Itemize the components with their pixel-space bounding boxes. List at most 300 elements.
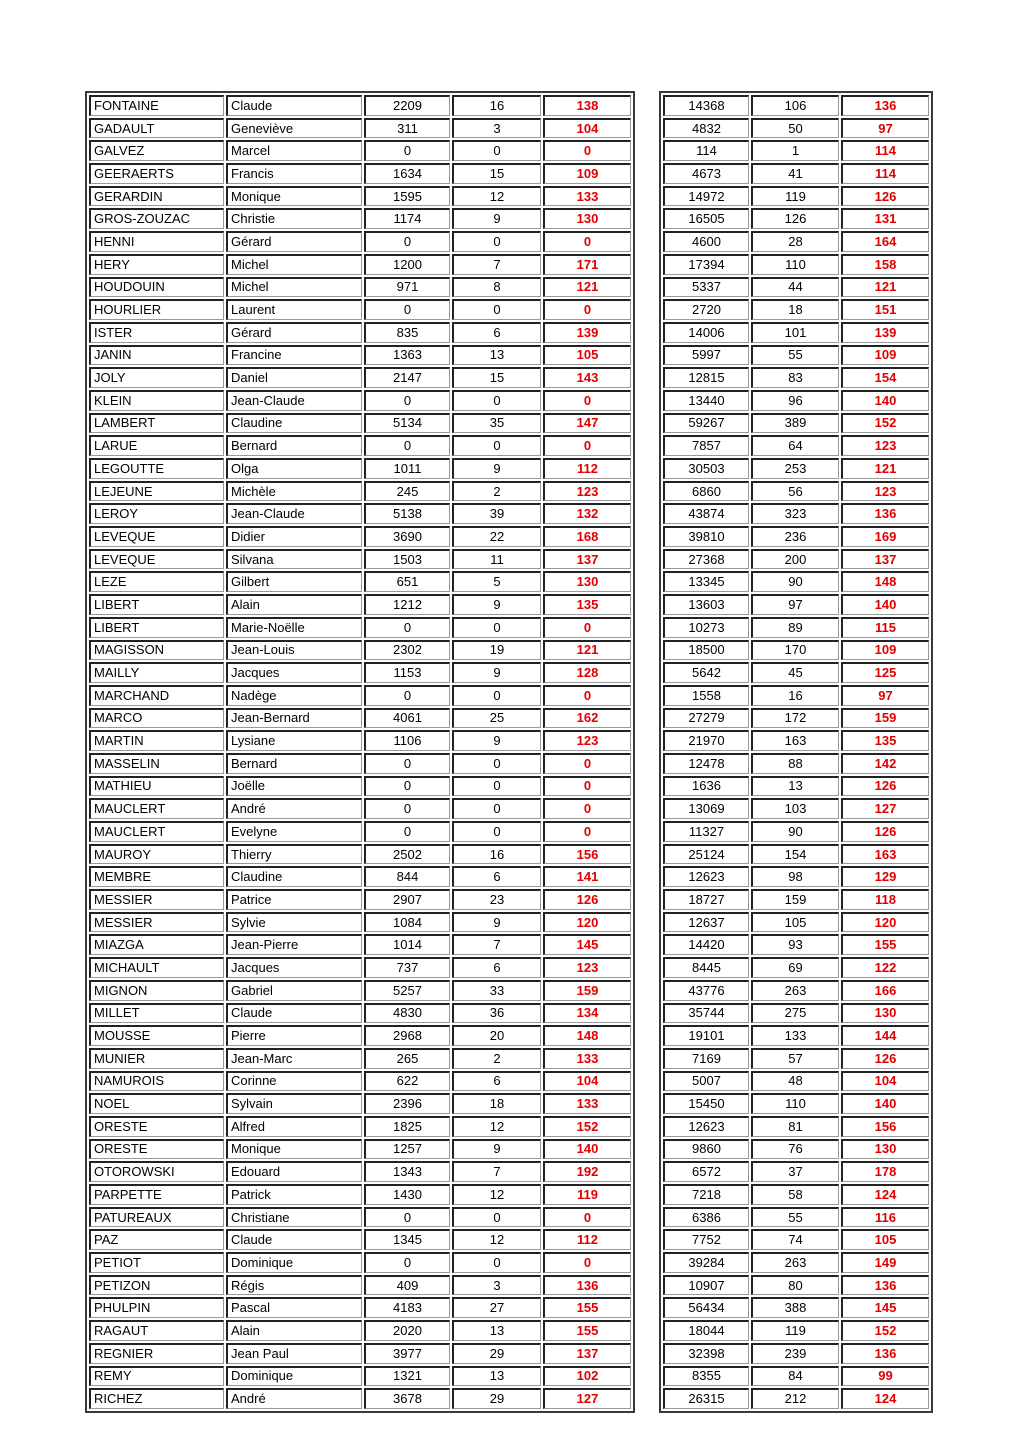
table-row: [663, 957, 929, 978]
table-row: [663, 1320, 929, 1341]
season-points: 1106: [364, 730, 450, 751]
season-average: 152: [543, 1116, 631, 1137]
player-first-name: Claude: [226, 95, 362, 116]
total-games: 41: [751, 163, 839, 184]
season-games: 16: [452, 844, 541, 865]
player-last-name: LEVEQUE: [89, 549, 224, 570]
player-last-name: JANIN: [89, 345, 224, 366]
total-games: 103: [751, 798, 839, 819]
table-row: [89, 1003, 631, 1024]
season-points: 1084: [364, 912, 450, 933]
player-last-name: MAUCLERT: [89, 821, 224, 842]
total-points: 19101: [663, 1025, 749, 1046]
season-games: 0: [452, 1207, 541, 1228]
player-last-name: GERARDIN: [89, 186, 224, 207]
player-last-name: REGNIER: [89, 1343, 224, 1364]
total-games: 119: [751, 1320, 839, 1341]
total-games: 275: [751, 1003, 839, 1024]
table-row: [89, 231, 631, 252]
total-games: 389: [751, 413, 839, 434]
total-average: 163: [841, 844, 929, 865]
table-row: [663, 186, 929, 207]
player-first-name: Dominique: [226, 1252, 362, 1273]
total-average: 140: [841, 390, 929, 411]
total-points: 6860: [663, 481, 749, 502]
player-last-name: NOEL: [89, 1093, 224, 1114]
season-average: 126: [543, 889, 631, 910]
total-average: 136: [841, 95, 929, 116]
table-row: [89, 254, 631, 275]
player-first-name: Patrice: [226, 889, 362, 910]
player-first-name: Bernard: [226, 435, 362, 456]
total-games: 1: [751, 140, 839, 161]
total-games: 172: [751, 708, 839, 729]
season-games: 11: [452, 549, 541, 570]
total-average: 159: [841, 708, 929, 729]
player-first-name: Marcel: [226, 140, 362, 161]
player-last-name: JOLY: [89, 367, 224, 388]
season-games: 0: [452, 1252, 541, 1273]
season-points: 1825: [364, 1116, 450, 1137]
player-first-name: Jacques: [226, 662, 362, 683]
total-points: 43776: [663, 980, 749, 1001]
player-last-name: ORESTE: [89, 1116, 224, 1137]
table-row: [89, 1252, 631, 1273]
season-average: 119: [543, 1184, 631, 1205]
total-games: 101: [751, 322, 839, 343]
season-games: 12: [452, 186, 541, 207]
season-games: 2: [452, 1048, 541, 1069]
total-games: 69: [751, 957, 839, 978]
season-average: 133: [543, 1093, 631, 1114]
season-points: 1321: [364, 1366, 450, 1387]
season-games: 7: [452, 254, 541, 275]
total-games: 93: [751, 934, 839, 955]
player-last-name: PHULPIN: [89, 1297, 224, 1318]
table-row: [663, 1275, 929, 1296]
season-points: 1174: [364, 208, 450, 229]
table-row: [663, 821, 929, 842]
table-row: [663, 753, 929, 774]
table-row: [663, 458, 929, 479]
player-first-name: Michèle: [226, 481, 362, 502]
season-points: 1363: [364, 345, 450, 366]
season-games: 29: [452, 1388, 541, 1409]
total-games: 106: [751, 95, 839, 116]
player-last-name: KLEIN: [89, 390, 224, 411]
season-points: 971: [364, 277, 450, 298]
table-row: [663, 503, 929, 524]
season-games: 39: [452, 503, 541, 524]
table-row: [663, 934, 929, 955]
table-row: [89, 889, 631, 910]
season-average: 155: [543, 1320, 631, 1341]
total-points: 7218: [663, 1184, 749, 1205]
season-games: 0: [452, 821, 541, 842]
total-points: 12478: [663, 753, 749, 774]
total-games: 159: [751, 889, 839, 910]
total-games: 64: [751, 435, 839, 456]
season-points: 0: [364, 231, 450, 252]
season-games: 9: [452, 458, 541, 479]
player-first-name: Jean-Pierre: [226, 934, 362, 955]
player-first-name: Christiane: [226, 1207, 362, 1228]
total-games: 89: [751, 617, 839, 638]
player-first-name: Jean-Marc: [226, 1048, 362, 1069]
total-games: 263: [751, 1252, 839, 1273]
total-games: 48: [751, 1071, 839, 1092]
season-games: 2: [452, 481, 541, 502]
season-average: 0: [543, 798, 631, 819]
total-games: 84: [751, 1366, 839, 1387]
table-row: [89, 458, 631, 479]
player-first-name: Claudine: [226, 866, 362, 887]
total-average: 124: [841, 1184, 929, 1205]
total-games: 323: [751, 503, 839, 524]
season-games: 0: [452, 231, 541, 252]
player-first-name: Dominique: [226, 1366, 362, 1387]
table-row: [89, 594, 631, 615]
season-points: 5138: [364, 503, 450, 524]
total-average: 142: [841, 753, 929, 774]
table-row: [89, 299, 631, 320]
total-average: 116: [841, 1207, 929, 1228]
player-last-name: HENNI: [89, 231, 224, 252]
total-average: 154: [841, 367, 929, 388]
table-row: [663, 1025, 929, 1046]
total-points: 18727: [663, 889, 749, 910]
table-row: [89, 277, 631, 298]
total-games: 80: [751, 1275, 839, 1296]
season-average: 0: [543, 390, 631, 411]
table-row: [89, 118, 631, 139]
total-games: 96: [751, 390, 839, 411]
season-games: 33: [452, 980, 541, 1001]
season-games: 15: [452, 367, 541, 388]
total-average: 152: [841, 1320, 929, 1341]
season-points: 0: [364, 776, 450, 797]
player-last-name: GALVEZ: [89, 140, 224, 161]
player-first-name: Jean-Claude: [226, 390, 362, 411]
total-points: 39810: [663, 526, 749, 547]
total-average: 129: [841, 866, 929, 887]
season-points: 245: [364, 481, 450, 502]
total-games: 88: [751, 753, 839, 774]
table-row: [663, 413, 929, 434]
table-row: [663, 866, 929, 887]
season-points: 0: [364, 821, 450, 842]
total-games: 81: [751, 1116, 839, 1137]
total-average: 178: [841, 1161, 929, 1182]
season-points: 2968: [364, 1025, 450, 1046]
total-games: 133: [751, 1025, 839, 1046]
player-first-name: Christie: [226, 208, 362, 229]
season-average: 143: [543, 367, 631, 388]
table-row: [663, 140, 929, 161]
total-average: 127: [841, 798, 929, 819]
season-games: 29: [452, 1343, 541, 1364]
player-last-name: MEMBRE: [89, 866, 224, 887]
total-games: 56: [751, 481, 839, 502]
total-games: 83: [751, 367, 839, 388]
total-games: 239: [751, 1343, 839, 1364]
table-row: [663, 594, 929, 615]
season-points: 0: [364, 1207, 450, 1228]
player-first-name: Gilbert: [226, 571, 362, 592]
total-points: 13345: [663, 571, 749, 592]
table-row: [89, 662, 631, 683]
player-first-name: Jean-Bernard: [226, 708, 362, 729]
season-games: 35: [452, 413, 541, 434]
table-row: [89, 753, 631, 774]
player-first-name: Alain: [226, 1320, 362, 1341]
player-first-name: Gabriel: [226, 980, 362, 1001]
total-points: 7169: [663, 1048, 749, 1069]
total-points: 7857: [663, 435, 749, 456]
table-row: [663, 367, 929, 388]
player-last-name: MAILLY: [89, 662, 224, 683]
season-average: 134: [543, 1003, 631, 1024]
total-average: 115: [841, 617, 929, 638]
total-points: 18500: [663, 640, 749, 661]
total-average: 144: [841, 1025, 929, 1046]
total-average: 126: [841, 776, 929, 797]
season-average: 130: [543, 208, 631, 229]
season-games: 0: [452, 776, 541, 797]
player-last-name: ISTER: [89, 322, 224, 343]
total-games: 45: [751, 662, 839, 683]
season-average: 121: [543, 640, 631, 661]
total-games: 58: [751, 1184, 839, 1205]
season-points: 1503: [364, 549, 450, 570]
total-average: 158: [841, 254, 929, 275]
total-average: 126: [841, 1048, 929, 1069]
season-games: 0: [452, 617, 541, 638]
table-row: [89, 435, 631, 456]
season-points: 0: [364, 435, 450, 456]
season-games: 9: [452, 912, 541, 933]
player-last-name: LIBERT: [89, 594, 224, 615]
table-row: [663, 118, 929, 139]
total-average: 109: [841, 640, 929, 661]
table-row: [89, 345, 631, 366]
total-games: 74: [751, 1229, 839, 1250]
season-average: 102: [543, 1366, 631, 1387]
season-games: 0: [452, 685, 541, 706]
season-average: 0: [543, 140, 631, 161]
season-points: 737: [364, 957, 450, 978]
season-average: 147: [543, 413, 631, 434]
season-average: 112: [543, 1229, 631, 1250]
total-games: 55: [751, 1207, 839, 1228]
table-row: [89, 1275, 631, 1296]
total-points: 17394: [663, 254, 749, 275]
total-points: 14420: [663, 934, 749, 955]
season-average: 133: [543, 1048, 631, 1069]
total-points: 8355: [663, 1366, 749, 1387]
season-average: 0: [543, 776, 631, 797]
season-games: 5: [452, 571, 541, 592]
total-average: 151: [841, 299, 929, 320]
table-row: [663, 1139, 929, 1160]
table-row: [89, 1366, 631, 1387]
season-average: 0: [543, 1207, 631, 1228]
player-first-name: Monique: [226, 186, 362, 207]
total-points: 2720: [663, 299, 749, 320]
table-row: [89, 912, 631, 933]
player-first-name: Michel: [226, 254, 362, 275]
season-games: 6: [452, 957, 541, 978]
table-row: [663, 163, 929, 184]
season-points: 5257: [364, 980, 450, 1001]
total-points: 32398: [663, 1343, 749, 1364]
total-points: 25124: [663, 844, 749, 865]
season-average: 112: [543, 458, 631, 479]
season-points: 4183: [364, 1297, 450, 1318]
total-games: 90: [751, 821, 839, 842]
player-first-name: Silvana: [226, 549, 362, 570]
season-games: 13: [452, 345, 541, 366]
player-first-name: Corinne: [226, 1071, 362, 1092]
season-average: 171: [543, 254, 631, 275]
player-first-name: Didier: [226, 526, 362, 547]
season-games: 6: [452, 322, 541, 343]
total-points: 16505: [663, 208, 749, 229]
total-average: 166: [841, 980, 929, 1001]
table-row: [663, 617, 929, 638]
table-row: [89, 186, 631, 207]
table-row: [663, 912, 929, 933]
player-first-name: Jacques: [226, 957, 362, 978]
season-points: 2396: [364, 1093, 450, 1114]
total-points: 14368: [663, 95, 749, 116]
season-average: 127: [543, 1388, 631, 1409]
season-points: 0: [364, 1252, 450, 1273]
player-last-name: MIAZGA: [89, 934, 224, 955]
total-games: 200: [751, 549, 839, 570]
player-last-name: MATHIEU: [89, 776, 224, 797]
total-points: 10907: [663, 1275, 749, 1296]
table-row: [89, 844, 631, 865]
season-average: 0: [543, 685, 631, 706]
table-row: [89, 1388, 631, 1409]
player-first-name: Lysiane: [226, 730, 362, 751]
player-last-name: ORESTE: [89, 1139, 224, 1160]
table-row: [663, 1207, 929, 1228]
player-first-name: Geneviève: [226, 118, 362, 139]
season-points: 3977: [364, 1343, 450, 1364]
total-games: 98: [751, 866, 839, 887]
player-last-name: MARTIN: [89, 730, 224, 751]
total-points: 15450: [663, 1093, 749, 1114]
total-average: 140: [841, 1093, 929, 1114]
total-average: 114: [841, 140, 929, 161]
player-last-name: MAUROY: [89, 844, 224, 865]
season-average: 0: [543, 753, 631, 774]
total-points: 11327: [663, 821, 749, 842]
season-games: 6: [452, 866, 541, 887]
player-last-name: REMY: [89, 1366, 224, 1387]
table-row: [663, 254, 929, 275]
season-average: 0: [543, 617, 631, 638]
player-last-name: MAGISSON: [89, 640, 224, 661]
total-average: 124: [841, 1388, 929, 1409]
total-average: 123: [841, 481, 929, 502]
table-row: [89, 1320, 631, 1341]
table-row: [89, 957, 631, 978]
player-first-name: Thierry: [226, 844, 362, 865]
season-points: 2907: [364, 889, 450, 910]
total-games: 263: [751, 980, 839, 1001]
total-average: 126: [841, 186, 929, 207]
total-points: 43874: [663, 503, 749, 524]
table-row: [89, 390, 631, 411]
player-first-name: Sylvain: [226, 1093, 362, 1114]
season-points: 4061: [364, 708, 450, 729]
table-row: [663, 390, 929, 411]
total-points: 10273: [663, 617, 749, 638]
table-row: [89, 1184, 631, 1205]
player-last-name: NAMUROIS: [89, 1071, 224, 1092]
season-points: 1212: [364, 594, 450, 615]
player-last-name: LAMBERT: [89, 413, 224, 434]
season-points: 311: [364, 118, 450, 139]
season-points: 265: [364, 1048, 450, 1069]
table-row: [89, 1048, 631, 1069]
total-points: 27279: [663, 708, 749, 729]
total-games: 18: [751, 299, 839, 320]
total-average: 155: [841, 934, 929, 955]
table-row: [663, 1388, 929, 1409]
table-row: [89, 208, 631, 229]
season-average: 137: [543, 549, 631, 570]
season-games: 3: [452, 1275, 541, 1296]
total-points: 12815: [663, 367, 749, 388]
table-row: [663, 1252, 929, 1273]
season-average: 121: [543, 277, 631, 298]
total-points: 9860: [663, 1139, 749, 1160]
player-first-name: Monique: [226, 1139, 362, 1160]
total-average: 125: [841, 662, 929, 683]
total-average: 104: [841, 1071, 929, 1092]
total-games: 105: [751, 912, 839, 933]
total-games: 76: [751, 1139, 839, 1160]
season-games: 18: [452, 1093, 541, 1114]
player-first-name: Bernard: [226, 753, 362, 774]
player-first-name: Gérard: [226, 231, 362, 252]
season-games: 0: [452, 140, 541, 161]
season-points: 1011: [364, 458, 450, 479]
total-average: 97: [841, 685, 929, 706]
player-last-name: FONTAINE: [89, 95, 224, 116]
season-games: 15: [452, 163, 541, 184]
player-first-name: Gérard: [226, 322, 362, 343]
table-row: [663, 889, 929, 910]
table-row: [89, 866, 631, 887]
season-average: 109: [543, 163, 631, 184]
player-last-name: PETIZON: [89, 1275, 224, 1296]
total-games: 13: [751, 776, 839, 797]
player-first-name: Alfred: [226, 1116, 362, 1137]
table-row: [663, 708, 929, 729]
player-last-name: MIGNON: [89, 980, 224, 1001]
total-points: 39284: [663, 1252, 749, 1273]
total-games: 110: [751, 254, 839, 275]
table-row: [89, 1139, 631, 1160]
total-average: 120: [841, 912, 929, 933]
total-games: 50: [751, 118, 839, 139]
total-points: 5997: [663, 345, 749, 366]
